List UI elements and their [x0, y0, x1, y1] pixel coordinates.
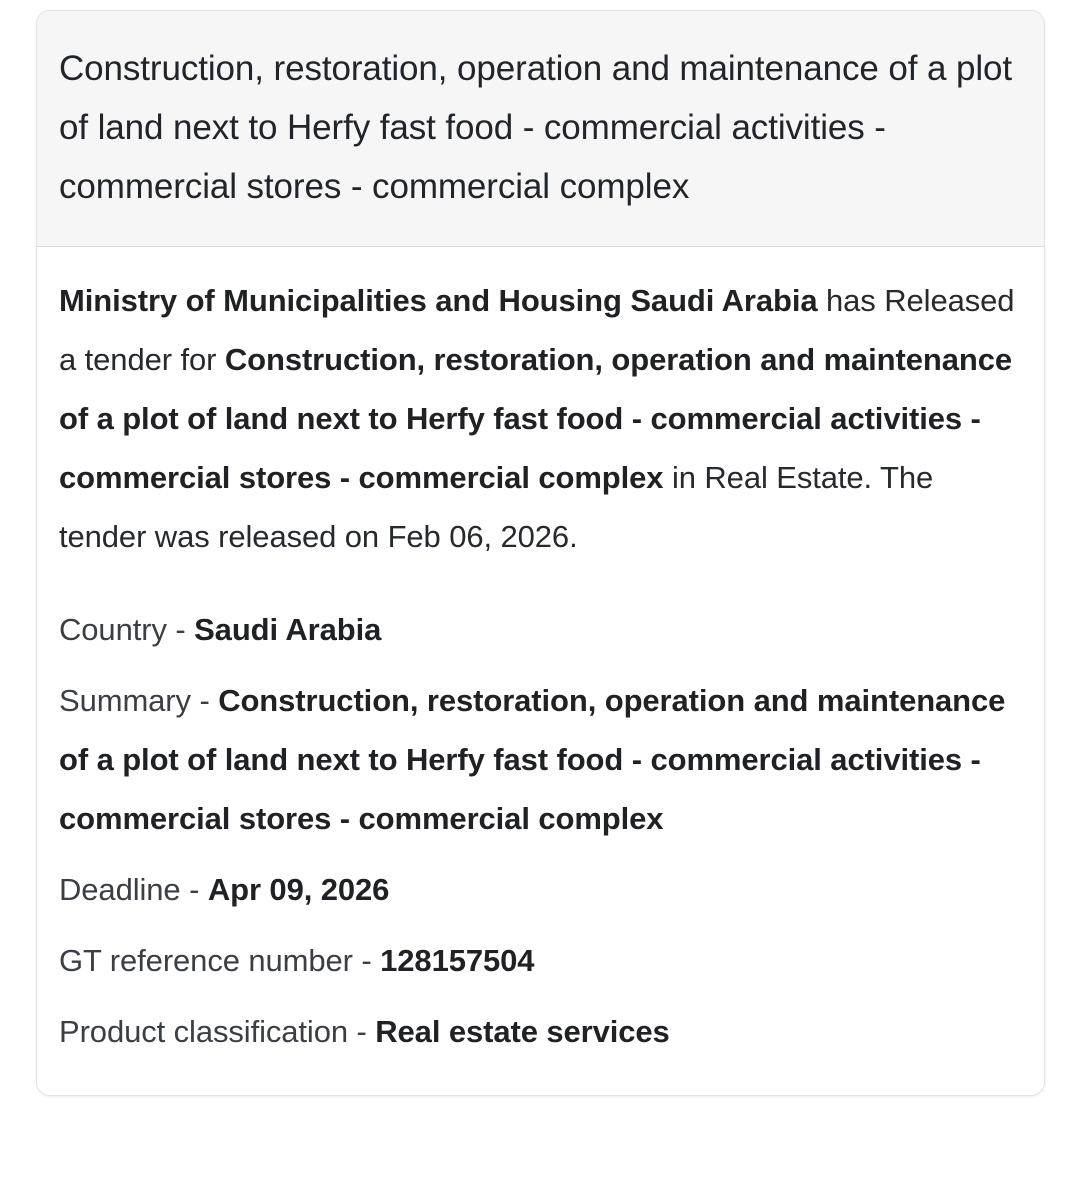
field-row-summary: [59, 671, 1022, 848]
field-label-product-classification: Product classification: [59, 1014, 348, 1049]
field-label-country: Country: [59, 612, 167, 647]
field-label-summary: Summary: [59, 683, 191, 718]
field-separator: -: [180, 872, 208, 907]
field-label-deadline: Deadline: [59, 872, 181, 907]
field-separator: -: [190, 683, 219, 718]
page-title: Construction, restoration, operation and maintenance of a plot of land next to Herfy fast food - commercial activities - commercial stores - commercial complex: [59, 49, 1013, 206]
lead-connector-text: has Released a tender for: [59, 283, 1015, 377]
tender-field-list: [59, 600, 1022, 1061]
tender-detail-card: [36, 10, 1045, 1096]
field-value-deadline: Apr 09, 2026: [207, 872, 390, 907]
field-row-gt-reference-number: [59, 931, 1022, 990]
field-row-product-classification: [59, 1002, 1022, 1061]
tender-summary-paragraph: [59, 271, 1022, 566]
field-value-country: Saudi Arabia: [194, 612, 382, 647]
tender-subject-text: Construction, restoration, operation and maintenance of a plot of land next to Herfy fast food - commercial activities - commercial stores - commercial complex: [59, 342, 1012, 495]
field-label-gt-reference-number: GT reference number: [59, 943, 353, 978]
lead-tail-text: in Real Estate. The tender was released on Feb 06, 2026.: [59, 460, 934, 554]
field-value-gt-reference-number: 128157504: [380, 943, 535, 978]
field-separator: -: [166, 612, 195, 647]
card-header: [37, 11, 1044, 247]
field-separator: -: [348, 1014, 376, 1049]
field-value-summary: Construction, restoration, operation and maintenance of a plot of land next to Herfy fast food - commercial activities - commercial stores - commercial complex: [59, 683, 1006, 836]
issuing-authority-name: Ministry of Municipalities and Housing Saudi Arabia: [59, 283, 818, 318]
field-value-product-classification: Real estate services: [375, 1014, 670, 1049]
field-row-country: [59, 600, 1022, 659]
field-separator: -: [352, 943, 381, 978]
card-body: [37, 247, 1044, 1095]
field-row-deadline: [59, 860, 1022, 919]
